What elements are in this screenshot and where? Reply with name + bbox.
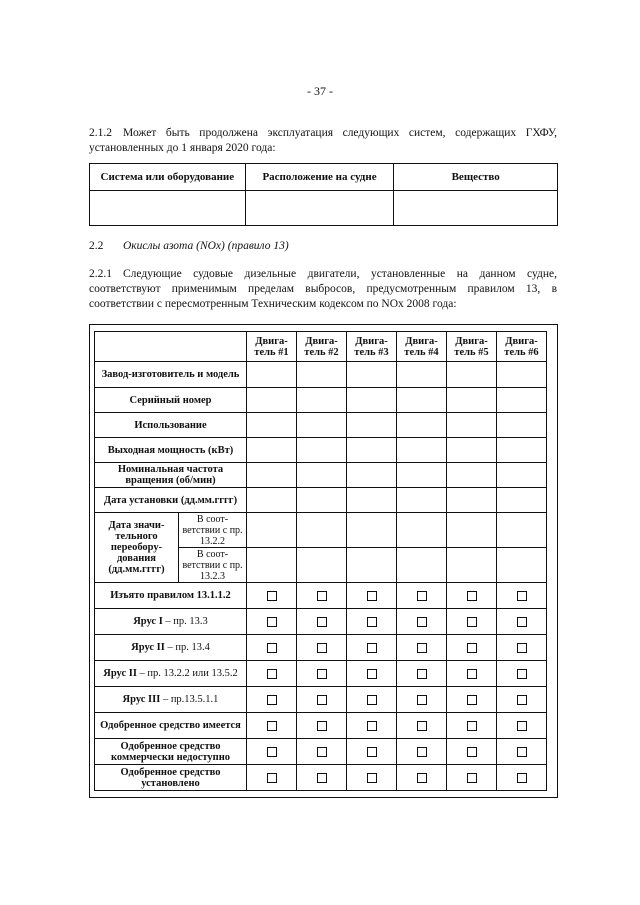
checkbox-cell	[497, 609, 547, 635]
checkbox-cell	[347, 739, 397, 765]
row-tier-1	[95, 609, 547, 635]
input-cell[interactable]	[497, 388, 547, 413]
checkbox-cell	[297, 635, 347, 661]
row-exempt	[95, 583, 547, 609]
section-2-2-heading	[89, 240, 289, 252]
tier-rule: – пр. 13.3	[162, 616, 208, 627]
checkbox[interactable]	[417, 695, 427, 705]
checkbox-cell	[497, 661, 547, 687]
row-label-tier-1	[95, 609, 247, 635]
checkbox[interactable]	[317, 773, 327, 783]
checkbox-cell	[447, 609, 497, 635]
input-cell[interactable]	[397, 388, 447, 413]
checkbox[interactable]	[417, 643, 427, 653]
checkbox[interactable]	[467, 669, 477, 679]
tier-name: Ярус II	[131, 642, 165, 653]
input-cell[interactable]	[297, 362, 347, 388]
column-header-location: Расположение на судне	[245, 164, 394, 191]
input-cell[interactable]	[447, 438, 497, 463]
checkbox[interactable]	[317, 617, 327, 627]
checkbox[interactable]	[367, 669, 377, 679]
engine-header-1: Двига-тель #1	[247, 332, 297, 362]
paragraph-text: Может быть продолжена эксплуатация следующих систем, содержащих ГХФУ, установленных до 1 января 2020 года:	[89, 127, 557, 154]
checkbox[interactable]	[467, 773, 477, 783]
checkbox[interactable]	[317, 591, 327, 601]
checkbox[interactable]	[517, 747, 527, 757]
checkbox-cell	[247, 609, 297, 635]
input-cell[interactable]	[297, 413, 347, 438]
checkbox-cell	[397, 635, 447, 661]
checkbox-cell	[447, 765, 497, 791]
row-label-tier-2	[95, 635, 247, 661]
input-cell[interactable]	[497, 513, 547, 548]
row-label-tier-3	[95, 687, 247, 713]
checkbox-cell	[397, 661, 447, 687]
input-cell[interactable]	[297, 548, 347, 583]
checkbox[interactable]	[417, 721, 427, 731]
engine-header-6: Двига-тель #6	[497, 332, 547, 362]
checkbox[interactable]	[267, 591, 277, 601]
checkbox-cell	[297, 583, 347, 609]
row-label-tier-2b	[95, 661, 247, 687]
checkbox-cell	[447, 635, 497, 661]
header-blank-cell	[95, 332, 247, 362]
checkbox[interactable]	[367, 695, 377, 705]
input-cell[interactable]	[397, 488, 447, 513]
checkbox-cell	[497, 687, 547, 713]
checkbox[interactable]	[467, 747, 477, 757]
input-cell[interactable]	[397, 548, 447, 583]
checkbox[interactable]	[517, 643, 527, 653]
engine-header-5: Двига-тель #5	[447, 332, 497, 362]
checkbox-cell	[297, 713, 347, 739]
checkbox-cell	[247, 661, 297, 687]
input-cell[interactable]	[397, 513, 447, 548]
checkbox-cell	[397, 687, 447, 713]
checkbox-cell	[247, 713, 297, 739]
checkbox-cell	[247, 635, 297, 661]
tier-rule: – пр. 13.4	[164, 642, 210, 653]
checkbox-cell	[347, 661, 397, 687]
row-serial	[95, 388, 547, 413]
input-cell[interactable]	[247, 438, 297, 463]
checkbox[interactable]	[367, 617, 377, 627]
checkbox-cell	[247, 687, 297, 713]
input-cell-system[interactable]	[90, 191, 246, 226]
input-cell[interactable]	[247, 548, 297, 583]
checkbox[interactable]	[367, 591, 377, 601]
checkbox[interactable]	[517, 591, 527, 601]
checkbox[interactable]	[317, 747, 327, 757]
input-cell[interactable]	[397, 362, 447, 388]
checkbox-cell	[247, 765, 297, 791]
input-cell[interactable]	[447, 513, 497, 548]
row-tier-2	[95, 635, 547, 661]
checkbox[interactable]	[367, 773, 377, 783]
checkbox-cell	[347, 635, 397, 661]
checkbox[interactable]	[517, 695, 527, 705]
row-manufacturer	[95, 362, 547, 388]
checkbox-cell	[497, 583, 547, 609]
row-tier-2b	[95, 661, 547, 687]
input-cell[interactable]	[297, 388, 347, 413]
checkbox-cell	[497, 739, 547, 765]
checkbox[interactable]	[467, 591, 477, 601]
checkbox[interactable]	[467, 617, 477, 627]
row-label-manufacturer: Завод-изготовитель и модель	[95, 362, 247, 388]
column-header-substance: Вещество	[394, 164, 558, 191]
engine-header-3: Двига-тель #3	[347, 332, 397, 362]
checkbox[interactable]	[517, 721, 527, 731]
checkbox-cell	[447, 713, 497, 739]
input-cell[interactable]	[297, 488, 347, 513]
checkbox[interactable]	[467, 695, 477, 705]
row-label-approved-unavailable: Одобренное средство коммерчески недоступно	[95, 739, 247, 765]
engine-header-2: Двига-тель #2	[297, 332, 347, 362]
checkbox-cell	[297, 765, 347, 791]
paragraph-number: 2.1.2	[89, 127, 112, 139]
checkbox-cell	[447, 583, 497, 609]
input-cell[interactable]	[347, 362, 397, 388]
row-approved-installed	[95, 765, 547, 791]
input-cell[interactable]	[447, 463, 497, 488]
tier-rule: – пр. 13.2.2 или 13.5.2	[136, 668, 238, 679]
checkbox-cell	[447, 739, 497, 765]
checkbox-cell	[497, 765, 547, 791]
input-cell-location[interactable]	[245, 191, 394, 226]
checkbox-cell	[297, 739, 347, 765]
checkbox[interactable]	[317, 669, 327, 679]
input-cell[interactable]	[247, 362, 297, 388]
checkbox-cell	[497, 713, 547, 739]
input-cell[interactable]	[447, 362, 497, 388]
checkbox-cell	[397, 583, 447, 609]
input-cell[interactable]	[247, 463, 297, 488]
checkbox[interactable]	[267, 695, 277, 705]
checkbox-cell	[247, 739, 297, 765]
paragraph-2-1-2	[89, 126, 557, 156]
input-cell[interactable]	[397, 438, 447, 463]
input-cell[interactable]	[497, 488, 547, 513]
checkbox[interactable]	[267, 747, 277, 757]
row-conversion-a	[95, 513, 547, 548]
checkbox-cell	[447, 687, 497, 713]
checkbox[interactable]	[317, 721, 327, 731]
checkbox-cell	[297, 687, 347, 713]
hcfc-systems-table	[89, 163, 558, 226]
input-cell[interactable]	[397, 463, 447, 488]
input-cell[interactable]	[397, 413, 447, 438]
checkbox-cell	[447, 661, 497, 687]
checkbox[interactable]	[267, 617, 277, 627]
checkbox-cell	[297, 609, 347, 635]
input-cell[interactable]	[347, 463, 397, 488]
input-cell[interactable]	[447, 413, 497, 438]
checkbox[interactable]	[417, 747, 427, 757]
row-tier-3	[95, 687, 547, 713]
checkbox[interactable]	[417, 669, 427, 679]
checkbox[interactable]	[517, 669, 527, 679]
checkbox[interactable]	[467, 643, 477, 653]
checkbox-cell	[247, 583, 297, 609]
checkbox-cell	[297, 661, 347, 687]
input-cell[interactable]	[247, 413, 297, 438]
row-approved-exists	[95, 713, 547, 739]
column-header-system: Система или оборудование	[90, 164, 246, 191]
checkbox-cell	[397, 765, 447, 791]
input-cell[interactable]	[297, 438, 347, 463]
checkbox[interactable]	[417, 773, 427, 783]
input-cell[interactable]	[497, 438, 547, 463]
checkbox-cell	[397, 739, 447, 765]
checkbox[interactable]	[267, 669, 277, 679]
engine-header-4: Двига-тель #4	[397, 332, 447, 362]
row-approved-unavailable	[95, 739, 547, 765]
checkbox[interactable]	[267, 773, 277, 783]
checkbox-cell	[347, 765, 397, 791]
paragraph-number: 2.2.1	[89, 268, 112, 280]
checkbox[interactable]	[367, 747, 377, 757]
checkbox[interactable]	[517, 617, 527, 627]
row-sublabel-13-2-3: В соот-ветствии с пр. 13.2.3	[179, 548, 247, 583]
input-cell[interactable]	[297, 513, 347, 548]
checkbox-cell	[347, 609, 397, 635]
checkbox[interactable]	[467, 721, 477, 731]
row-use	[95, 413, 547, 438]
input-cell[interactable]	[347, 548, 397, 583]
input-cell[interactable]	[297, 463, 347, 488]
row-power	[95, 438, 547, 463]
checkbox-cell	[397, 713, 447, 739]
checkbox-cell	[397, 609, 447, 635]
input-cell[interactable]	[347, 488, 397, 513]
input-cell[interactable]	[447, 548, 497, 583]
input-cell[interactable]	[497, 362, 547, 388]
row-install-date	[95, 488, 547, 513]
checkbox[interactable]	[367, 721, 377, 731]
tier-name: Ярус II	[103, 668, 137, 679]
tier-name: Ярус I	[133, 616, 163, 627]
checkbox[interactable]	[417, 591, 427, 601]
input-cell[interactable]	[347, 438, 397, 463]
input-cell[interactable]	[497, 548, 547, 583]
row-sublabel-13-2-2: В соот-ветствии с пр. 13.2.2	[179, 513, 247, 548]
row-label-install-date: Дата установки (дд.мм.гггг)	[95, 488, 247, 513]
row-label-serial: Серийный номер	[95, 388, 247, 413]
page-number: - 37 -	[307, 84, 333, 98]
row-label-approved-installed: Одобренное средство установлено	[95, 765, 247, 791]
row-label-use: Использование	[95, 413, 247, 438]
input-cell[interactable]	[447, 488, 497, 513]
section-title: Окислы азота (NOx) (правило 13)	[123, 240, 289, 252]
checkbox[interactable]	[267, 643, 277, 653]
diesel-engines-table	[94, 331, 547, 791]
tier-name: Ярус III	[122, 694, 161, 705]
checkbox[interactable]	[317, 695, 327, 705]
checkbox[interactable]	[517, 773, 527, 783]
section-number: 2.2	[89, 240, 104, 252]
row-label-speed: Номинальная частота вращения (об/мин)	[95, 463, 247, 488]
tier-rule: – пр.13.5.1.1	[160, 694, 219, 705]
input-cell[interactable]	[497, 413, 547, 438]
input-cell[interactable]	[497, 463, 547, 488]
input-cell[interactable]	[347, 513, 397, 548]
checkbox[interactable]	[417, 617, 427, 627]
checkbox-cell	[347, 583, 397, 609]
row-label-power: Выходная мощность (кВт)	[95, 438, 247, 463]
row-label-conversion-date: Дата значи-тельного переобору-дования (дд.мм.гггг)	[95, 513, 179, 583]
checkbox[interactable]	[367, 643, 377, 653]
row-label-exempt: Изъято правилом 13.1.1.2	[95, 583, 247, 609]
paragraph-text: Следующие судовые дизельные двигатели, установленные на данном судне, соответствуют применимым пределам выбросов, предусмотренным правилом 13, в соответствии с пересмотренным Техническим кодексом по NOx 2008 года:	[89, 268, 557, 310]
input-cell[interactable]	[247, 388, 297, 413]
row-label-approved-exists: Одобренное средство имеется	[95, 713, 247, 739]
checkbox[interactable]	[267, 721, 277, 731]
checkbox-cell	[497, 635, 547, 661]
input-cell[interactable]	[447, 388, 497, 413]
paragraph-2-2-1	[89, 267, 557, 312]
checkbox-cell	[347, 713, 397, 739]
input-cell-substance[interactable]	[394, 191, 558, 226]
row-speed	[95, 463, 547, 488]
input-cell[interactable]	[347, 413, 397, 438]
checkbox[interactable]	[317, 643, 327, 653]
input-cell[interactable]	[247, 513, 297, 548]
checkbox-cell	[347, 687, 397, 713]
input-cell[interactable]	[247, 488, 297, 513]
input-cell[interactable]	[347, 388, 397, 413]
